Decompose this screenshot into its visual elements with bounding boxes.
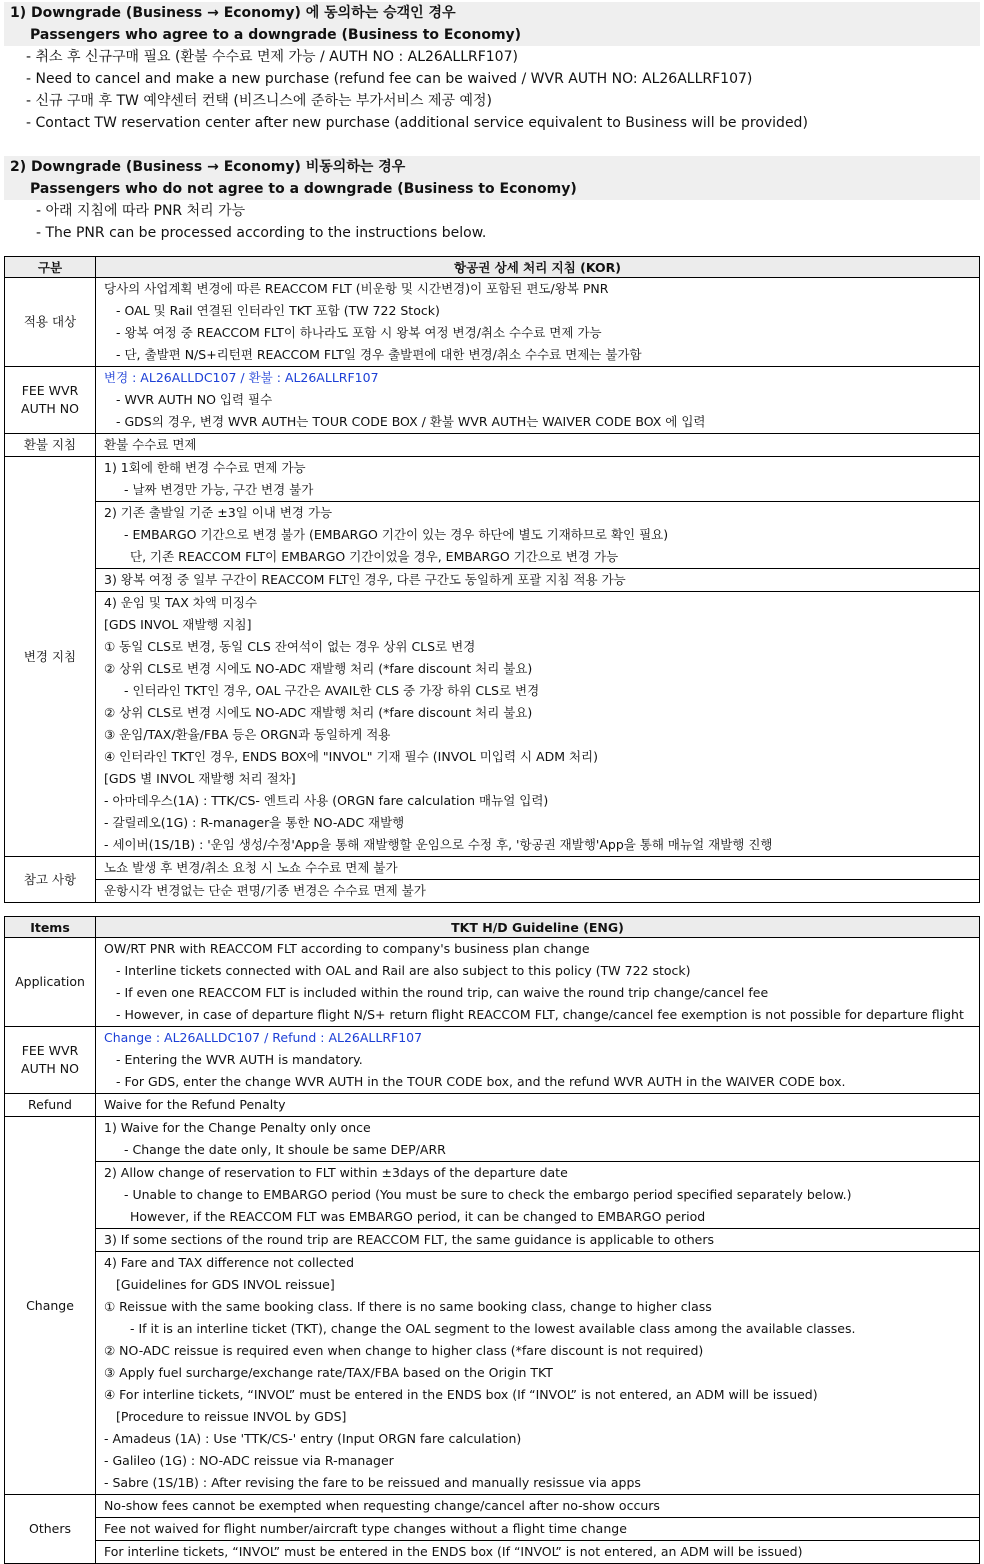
kor-guideline-table (4, 256, 980, 903)
guideline-line: - Galileo (1G) : NO-ADC reissue via R-manager (104, 1453, 394, 1468)
section-1-header (4, 2, 980, 46)
guideline-line: [Procedure to reissue INVOL by GDS] (116, 1409, 347, 1424)
row-label: 적용 대상 (5, 278, 96, 367)
guideline-line: - 아마데우스(1A) : TTK/CS- 엔트리 사용 (ORGN fare calculation 매뉴얼 입력) (104, 793, 549, 808)
table-row (5, 1541, 980, 1564)
guideline-line: ① Reissue with the same booking class. If there is no same booking class, change to higher class (104, 1299, 712, 1314)
bullet: - 아래 지침에 따라 PNR 처리 가능 (36, 203, 246, 219)
guideline-cell (96, 367, 980, 434)
bullet: - Need to cancel and make a new purchase (refund fee can be waived / WVR AUTH NO: AL26ALLRF107) (26, 71, 753, 87)
table-row (5, 857, 980, 880)
guideline-line: - 단, 출발편 N/S+리턴편 REACCOM FLT일 경우 출발편에 대한 변경/취소 수수료 면제는 불가함 (116, 347, 642, 362)
guideline-line: - Entering the WVR AUTH is mandatory. (116, 1052, 363, 1067)
table-row (5, 457, 980, 502)
guideline-line: - Change the date only, It shoule be same DEP/ARR (124, 1142, 446, 1157)
guideline-line: Fee not waived for flight number/aircraft type changes without a flight time change (104, 1521, 627, 1536)
guideline-line: 3) If some sections of the round trip are REACCOM FLT, the same guidance is applicable to others (104, 1232, 714, 1247)
guideline-line: ② 상위 CLS로 변경 시에도 NO-ADC 재발행 처리 (*fare discount 처리 불요) (104, 705, 533, 720)
section-1-subtitle: Passengers who agree to a downgrade (Business to Economy) (30, 27, 522, 43)
guideline-line: - Sabre (1S/1B) : After revising the fare to be reissued and manually resissue via apps (104, 1475, 641, 1490)
guideline-cell (96, 1518, 980, 1541)
guideline-line: Change : AL26ALLDC107 / Refund : AL26ALLRF107 (104, 1030, 423, 1045)
guideline-line: ④ For interline tickets, “INVOL” must be entered in the ENDS box (If “INVOL” is not entered, an ADM will be issued) (104, 1387, 818, 1402)
row-label: 변경 지침 (5, 457, 96, 857)
guideline-line: 2) 기존 출발일 기준 ±3일 이내 변경 가능 (104, 505, 333, 520)
guideline-cell (96, 278, 980, 367)
guideline-line: 운항시각 변경없는 단순 편명/기종 변경은 수수료 면제 불가 (104, 883, 426, 898)
bullet: - The PNR can be processed according to the instructions below. (36, 225, 487, 241)
section-2-header (4, 156, 980, 200)
guideline-line: Waive for the Refund Penalty (104, 1097, 286, 1112)
guideline-line: 노쇼 발생 후 변경/취소 요청 시 노쇼 수수료 면제 불가 (104, 860, 398, 875)
guideline-cell (96, 1162, 980, 1229)
section-2-subtitle: Passengers who do not agree to a downgrade (Business to Economy) (30, 181, 577, 197)
table-row (5, 1229, 980, 1252)
table-row (5, 1518, 980, 1541)
guideline-line: 변경 : AL26ALLDC107 / 환불 : AL26ALLRF107 (104, 370, 379, 385)
row-label: 환불 지침 (5, 434, 96, 457)
guideline-cell (96, 434, 980, 457)
bullet: - 취소 후 신규구매 필요 (환불 수수료 면제 가능 / AUTH NO : AL26ALLRF107) (26, 49, 518, 65)
section-2-title: 2) Downgrade (Business → Economy) 비동의하는 경우 (10, 159, 406, 175)
table-row (5, 434, 980, 457)
column-header-category: 구분 (5, 257, 96, 278)
eng-guideline-table (4, 916, 980, 1564)
bullet: - Contact TW reservation center after new purchase (additional service equivalent to Business will be provided) (26, 115, 808, 131)
guideline-line: ② NO-ADC reissue is required even when change to higher class (*fare discount is not required) (104, 1343, 704, 1358)
guideline-line: No-show fees cannot be exempted when requesting change/cancel after no-show occurs (104, 1498, 660, 1513)
guideline-cell (96, 1117, 980, 1162)
guideline-cell (96, 569, 980, 592)
guideline-line: ④ 인터라인 TKT인 경우, ENDS BOX에 "INVOL" 기재 필수 (INVOL 미입력 시 ADM 처리) (104, 749, 599, 764)
guideline-line: [Guidelines for GDS INVOL reissue] (116, 1277, 335, 1292)
guideline-line: - For GDS, enter the change WVR AUTH in the TOUR CODE box, and the refund WVR AUTH in the WAIVER CODE box. (116, 1074, 846, 1089)
table-row (5, 1094, 980, 1117)
row-label: Others (5, 1495, 96, 1564)
table-row (5, 1027, 980, 1094)
row-label: Refund (5, 1094, 96, 1117)
guideline-line: ③ Apply fuel surcharge/exchange rate/TAX/FBA based on the Origin TKT (104, 1365, 553, 1380)
guideline-line: However, if the REACCOM FLT was EMBARGO period, it can be changed to EMBARGO period (130, 1209, 706, 1224)
guideline-line: - WVR AUTH NO 입력 필수 (116, 392, 273, 407)
guideline-line: - EMBARGO 기간으로 변경 불가 (EMBARGO 기간이 있는 경우 하단에 별도 기재하므로 확인 필요) (124, 527, 669, 542)
guideline-line: - 세이버(1S/1B) : '운임 생성/수정'App을 통해 재발행할 운임으로 수정 후, '항공권 재발행'App을 통해 매뉴얼 재발행 진행 (104, 837, 773, 852)
table-row (5, 367, 980, 434)
guideline-cell (96, 880, 980, 903)
guideline-line: 1) 1회에 한해 변경 수수료 면제 가능 (104, 460, 306, 475)
table-row (5, 278, 980, 367)
column-header-guideline: TKT H/D Guideline (ENG) (96, 917, 980, 938)
guideline-line: For interline tickets, “INVOL” must be entered in the ENDS box (If “INVOL” is not entered, an ADM will be issued) (104, 1544, 803, 1559)
guideline-line: 4) Fare and TAX difference not collected (104, 1255, 354, 1270)
guideline-cell (96, 457, 980, 502)
guideline-line: - 왕복 여정 중 REACCOM FLT이 하나라도 포함 시 왕복 여정 변경/취소 수수료 면제 가능 (116, 325, 602, 340)
bullet: - 신규 구매 후 TW 예약센터 컨택 (비즈니스에 준하는 부가서비스 제공 예정) (26, 93, 492, 109)
guideline-line: [GDS INVOL 재발행 지침] (104, 617, 252, 632)
guideline-line: - Interline tickets connected with OAL and Rail are also subject to this policy (TW 722 stock) (116, 963, 691, 978)
guideline-cell (96, 1541, 980, 1564)
guideline-line: - If it is an interline ticket (TKT), change the OAL segment to the lowest available class among the available classes. (130, 1321, 856, 1336)
guideline-line: [GDS 별 INVOL 재발행 처리 절차] (104, 771, 296, 786)
column-header-items: Items (5, 917, 96, 938)
table-row (5, 938, 980, 1027)
guideline-line: - 날짜 변경만 가능, 구간 변경 불가 (124, 482, 314, 497)
row-label: 참고 사항 (5, 857, 96, 903)
guideline-line: 2) Allow change of reservation to FLT within ±3days of the departure date (104, 1165, 568, 1180)
guideline-line: - If even one REACCOM FLT is included within the round trip, can waive the round trip change/cancel fee (116, 985, 769, 1000)
section-2 (4, 156, 980, 244)
guideline-line: - Unable to change to EMBARGO period (You must be sure to check the embargo period specified separately below.) (124, 1187, 852, 1202)
table-header-row (5, 257, 980, 278)
guideline-cell (96, 1094, 980, 1117)
table-row (5, 1162, 980, 1229)
guideline-line: OW/RT PNR with REACCOM FLT according to company's business plan change (104, 941, 590, 956)
table-row (5, 880, 980, 903)
row-label: FEE WVR AUTH NO (5, 1027, 96, 1094)
table-row (5, 502, 980, 569)
guideline-line: - OAL 및 Rail 연결된 인터라인 TKT 포함 (TW 722 Stock) (116, 303, 440, 318)
section-1-title: 1) Downgrade (Business → Economy) 에 동의하는 승객인 경우 (10, 5, 456, 21)
guideline-line: - Amadeus (1A) : Use 'TTK/CS-' entry (Input ORGN fare calculation) (104, 1431, 522, 1446)
guideline-line: ② 상위 CLS로 변경 시에도 NO-ADC 재발행 처리 (*fare discount 처리 불요) (104, 661, 533, 676)
row-label: FEE WVR AUTH NO (5, 367, 96, 434)
guideline-line: 3) 왕복 여정 중 일부 구간이 REACCOM FLT인 경우, 다른 구간도 동일하게 포괄 지침 적용 가능 (104, 572, 626, 587)
table-row (5, 592, 980, 857)
table-header-row (5, 917, 980, 938)
guideline-line: 4) 운임 및 TAX 차액 미징수 (104, 595, 258, 610)
table-row (5, 1117, 980, 1162)
guideline-line: 당사의 사업계획 변경에 따른 REACCOM FLT (비운항 및 시간변경)이 포함된 편도/왕복 PNR (104, 281, 609, 296)
guideline-cell (96, 857, 980, 880)
guideline-cell (96, 938, 980, 1027)
column-header-guideline: 항공권 상세 처리 지침 (KOR) (96, 257, 980, 278)
guideline-line: - GDS의 경우, 변경 WVR AUTH는 TOUR CODE BOX / 환불 WVR AUTH는 WAIVER CODE BOX 에 입력 (116, 414, 706, 429)
guideline-cell (96, 592, 980, 857)
guideline-cell (96, 502, 980, 569)
guideline-line: - However, in case of departure flight N/S+ return flight REACCOM FLT, change/cancel fee exemption is not possible for departure flight (116, 1007, 964, 1022)
row-label: Application (5, 938, 96, 1027)
guideline-line: 1) Waive for the Change Penalty only once (104, 1120, 371, 1135)
guideline-line: ① 동일 CLS로 변경, 동일 CLS 잔여석이 없는 경우 상위 CLS로 변경 (104, 639, 476, 654)
guideline-cell (96, 1495, 980, 1518)
table-row (5, 569, 980, 592)
guideline-line: - 갈릴레오(1G) : R-manager을 통한 NO-ADC 재발행 (104, 815, 405, 830)
guideline-line: ③ 운임/TAX/환율/FBA 등은 ORGN과 동일하게 적용 (104, 727, 391, 742)
kor-table-body (5, 278, 980, 903)
guideline-cell (96, 1252, 980, 1495)
section-1 (4, 2, 980, 134)
table-row (5, 1252, 980, 1495)
row-label: Change (5, 1117, 96, 1495)
guideline-line: 환불 수수료 면제 (104, 437, 197, 452)
guideline-cell (96, 1229, 980, 1252)
guideline-line: 단, 기존 REACCOM FLT이 EMBARGO 기간이었을 경우, EMBARGO 기간으로 변경 가능 (130, 549, 619, 564)
guideline-cell (96, 1027, 980, 1094)
table-row (5, 1495, 980, 1518)
guideline-line: - 인터라인 TKT인 경우, OAL 구간은 AVAIL한 CLS 중 가장 하위 CLS로 변경 (124, 683, 540, 698)
eng-table-body (5, 938, 980, 1564)
